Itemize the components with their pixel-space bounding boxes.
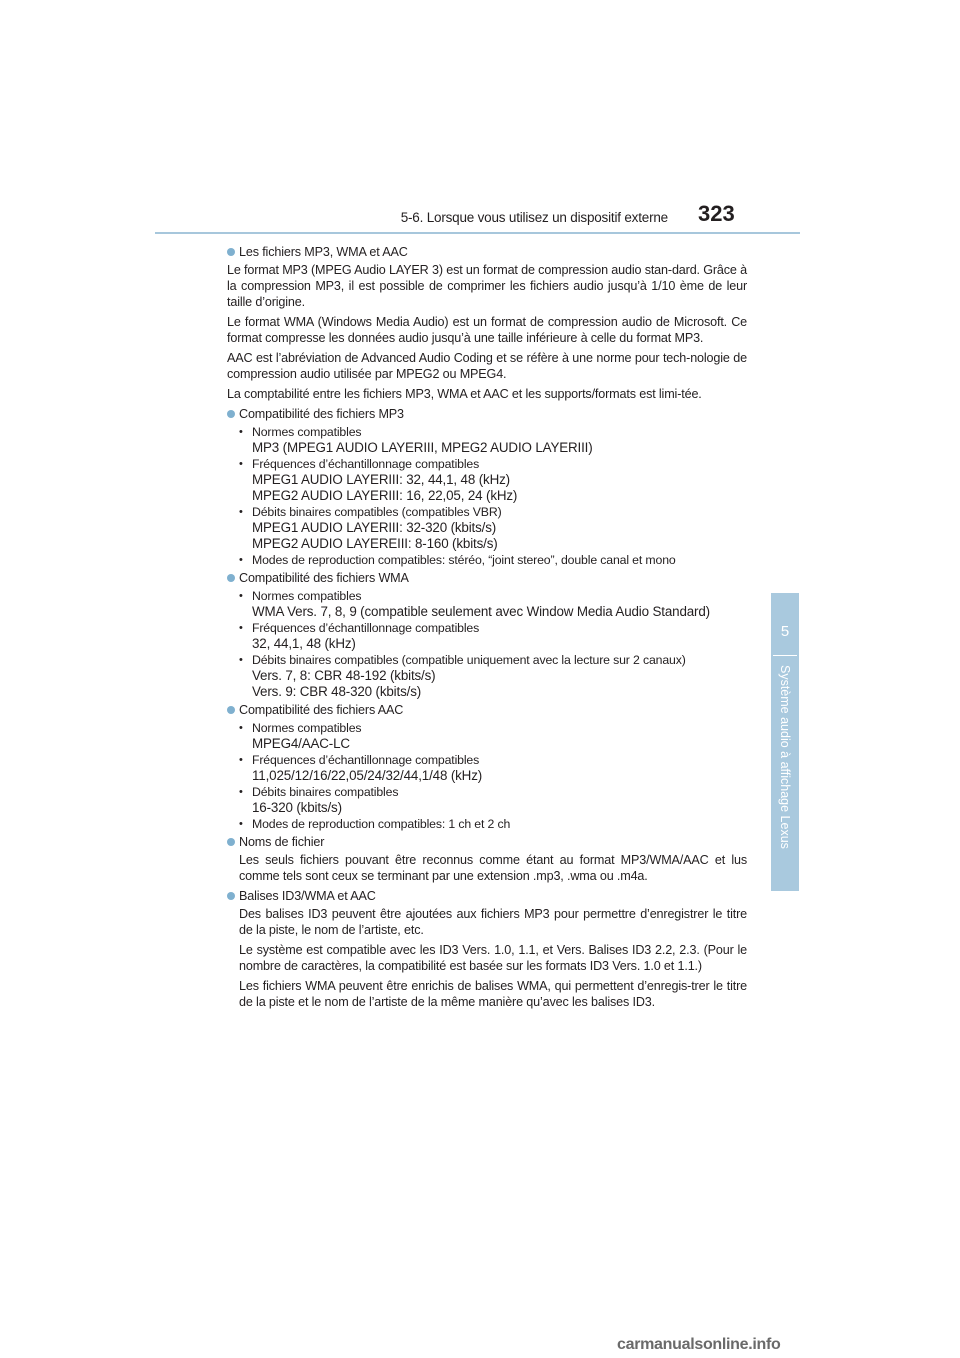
spec-value: MPEG2 AUDIO LAYEREIII: 8-160 (kbits/s) bbox=[252, 536, 498, 551]
header-rule bbox=[155, 232, 800, 234]
paragraph: Le format WMA (Windows Media Audio) est un format de compression audio de Microsoft. Ce format compresse les données audio jusqu’à une taille inférieure à celle du format MP3. bbox=[227, 315, 747, 345]
round-bullet-icon bbox=[227, 574, 235, 582]
spec-value: 32, 44,1, 48 (kHz) bbox=[252, 636, 356, 651]
list-item bbox=[227, 424, 747, 456]
paragraph: La comptabilité entre les fichiers MP3, WMA et AAC et les supports/formats est limi-tée. bbox=[227, 387, 702, 401]
spec-value: MPEG1 AUDIO LAYERIII: 32-320 (kbits/s) bbox=[252, 520, 497, 535]
section-heading-text: Compatibilité des fichiers MP3 bbox=[239, 407, 404, 421]
paragraph: Le système est compatible avec les ID3 Vers. 1.0, 1.1, et Vers. Balises ID3 2.2, 2.3. (Pour le nombre de caractères, la compatibilité est basée sur les formats ID3 Vers. 1.0 et 1.1.) bbox=[239, 943, 747, 973]
spec-label: • Débits binaires compatibles (compatibles VBR) bbox=[252, 505, 502, 519]
spec-value: Vers. 7, 8: CBR 48-192 (kbits/s) bbox=[252, 668, 436, 683]
section-heading-text: Compatibilité des fichiers AAC bbox=[239, 703, 404, 717]
spec-value: 16-320 (kbits/s) bbox=[252, 800, 342, 815]
spec-label: • Normes compatibles bbox=[252, 589, 362, 603]
list-item bbox=[227, 720, 747, 752]
paragraph: AAC est l’abréviation de Advanced Audio Coding et se réfère à une norme pour tech-nologie de compression audio utilisée par MPEG2 ou MPEG4. bbox=[227, 351, 747, 381]
spec-label: • Normes compatibles bbox=[252, 425, 362, 439]
section-heading-text: Balises ID3/WMA et AAC bbox=[239, 889, 376, 903]
spec-value: WMA Vers. 7, 8, 9 (compatible seulement avec Window Media Audio Standard) bbox=[252, 604, 710, 619]
spec-value: Vers. 9: CBR 48-320 (kbits/s) bbox=[252, 684, 422, 699]
spec-list bbox=[227, 424, 747, 568]
page-number: 323 bbox=[698, 201, 735, 226]
spec-value: MPEG4/AAC-LC bbox=[252, 736, 350, 751]
spec-label: • Modes de reproduction compatibles: 1 ch et 2 ch bbox=[252, 817, 511, 831]
list-item bbox=[227, 552, 747, 568]
chapter-number: 5 bbox=[780, 623, 790, 640]
section-heading bbox=[227, 834, 747, 850]
section-heading bbox=[227, 406, 747, 422]
paragraph: Les seuls fichiers pouvant être reconnus comme étant au format MP3/WMA/AAC et lus comme tels sont ceux se terminant par une extension .mp3, .wma ou .m4a. bbox=[239, 853, 747, 883]
round-bullet-icon bbox=[227, 248, 235, 256]
paragraph: Le format MP3 (MPEG Audio LAYER 3) est un format de compression audio stan-dard. Grâce à la compression MP3, il est possible de comprimer les fichiers audio jusqu’à 1/10 ème de leur taille d’origine. bbox=[227, 263, 747, 309]
running-header: 5-6. Lorsque vous utilisez un dispositif externe bbox=[400, 210, 668, 225]
list-item bbox=[227, 784, 747, 816]
round-bullet-icon bbox=[227, 892, 235, 900]
spec-label: • Débits binaires compatibles bbox=[252, 785, 399, 799]
list-item bbox=[227, 752, 747, 784]
paragraph: Les fichiers WMA peuvent être enrichis de balises WMA, qui permettent d’enregis-trer le titre de la piste et le nom de l’artiste de la même manière qu’avec les balises ID3. bbox=[239, 979, 747, 1009]
spec-label: • Fréquences d’échantillonnage compatibles bbox=[252, 457, 480, 471]
round-bullet-icon bbox=[227, 410, 235, 418]
list-item bbox=[227, 620, 747, 652]
list-item bbox=[227, 504, 747, 552]
list-item bbox=[227, 652, 747, 700]
chapter-title: Système audio à affichage Lexus bbox=[778, 665, 792, 849]
section-heading bbox=[227, 888, 747, 904]
spec-value: MPEG1 AUDIO LAYERIII: 32, 44,1, 48 (kHz) bbox=[252, 472, 510, 487]
section-heading-text: Noms de fichier bbox=[239, 835, 325, 849]
section-heading bbox=[227, 244, 747, 260]
spec-label: • Débits binaires compatibles (compatible uniquement avec la lecture sur 2 canaux) bbox=[252, 653, 686, 667]
spec-value: MP3 (MPEG1 AUDIO LAYERIII, MPEG2 AUDIO LAYERIII) bbox=[252, 440, 593, 455]
section-heading bbox=[227, 570, 747, 586]
spec-value: MPEG2 AUDIO LAYERIII: 16, 22,05, 24 (kHz) bbox=[252, 488, 518, 503]
list-item bbox=[227, 456, 747, 504]
chapter-tab-divider bbox=[773, 655, 797, 656]
spec-list bbox=[227, 588, 747, 700]
spec-value: 11,025/12/16/22,05/24/32/44,1/48 (kHz) bbox=[252, 768, 483, 783]
list-item bbox=[227, 588, 747, 620]
section-heading-text: Compatibilité des fichiers WMA bbox=[239, 571, 409, 585]
section-heading-text: Les fichiers MP3, WMA et AAC bbox=[239, 245, 408, 259]
paragraph: Des balises ID3 peuvent être ajoutées aux fichiers MP3 pour permettre d’enregistrer le titre de la piste, le nom de l’artiste, etc. bbox=[239, 907, 747, 937]
round-bullet-icon bbox=[227, 838, 235, 846]
spec-label: • Modes de reproduction compatibles: stéréo, “joint stereo”, double canal et mono bbox=[252, 553, 676, 567]
spec-label: • Fréquences d’échantillonnage compatibles bbox=[252, 621, 480, 635]
page-content bbox=[227, 242, 747, 1014]
section-heading bbox=[227, 702, 747, 718]
chapter-tab bbox=[771, 593, 799, 891]
spec-label: • Fréquences d’échantillonnage compatibles bbox=[252, 753, 480, 767]
list-item bbox=[227, 816, 747, 832]
round-bullet-icon bbox=[227, 706, 235, 714]
watermark: carmanualsonline.info bbox=[617, 1336, 781, 1353]
spec-label: • Normes compatibles bbox=[252, 721, 362, 735]
spec-list bbox=[227, 720, 747, 832]
